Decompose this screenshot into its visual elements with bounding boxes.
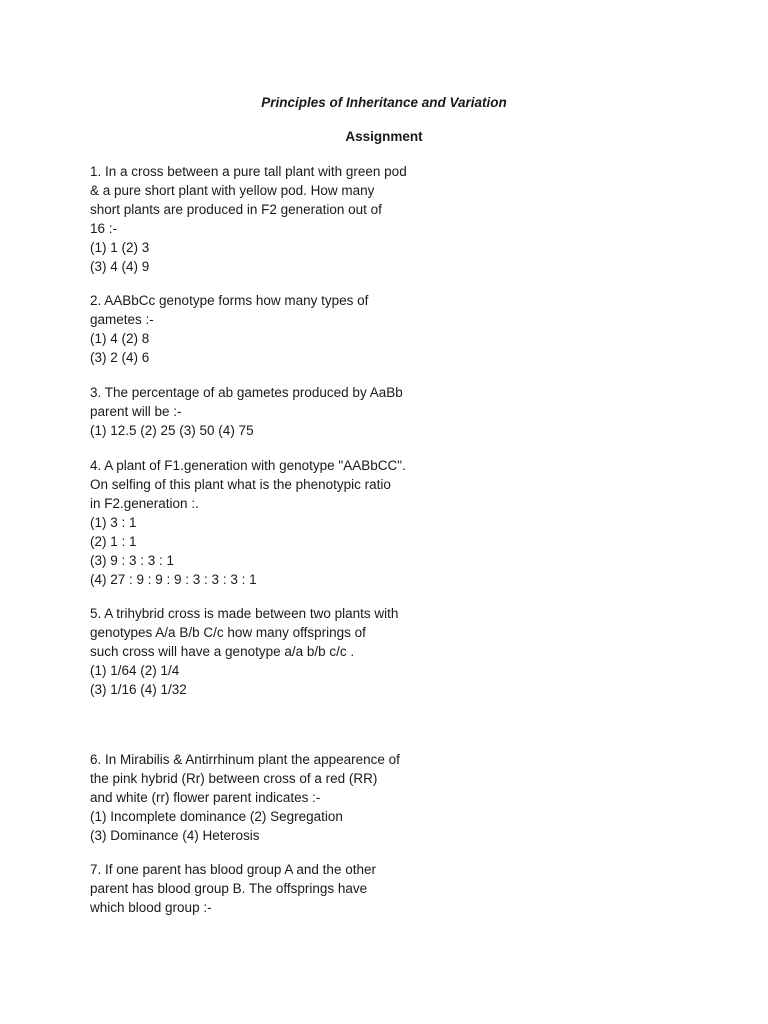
question-3-text-line: 3. The percentage of ab gametes produced by AaBb <box>90 385 403 400</box>
question-5-text-line: such cross will have a genotype a/a b/b c/c . <box>90 644 355 659</box>
question-1-text-line: short plants are produced in F2 generation out of <box>90 202 382 217</box>
question-5 <box>90 604 450 699</box>
question-4-options-line: (2) 1 : 1 <box>90 534 137 549</box>
question-1-text-line: & a pure short plant with yellow pod. How many <box>90 183 375 198</box>
question-6 <box>90 750 450 845</box>
question-1-text-line: 1. In a cross between a pure tall plant with green pod <box>90 164 407 179</box>
question-1-options-line: (3) 4 (4) 9 <box>90 259 150 274</box>
question-6-text-line: and white (rr) flower parent indicates :- <box>90 790 321 805</box>
question-2-options-line: (3) 2 (4) 6 <box>90 350 150 365</box>
question-4-options-line: (1) 3 : 1 <box>90 515 137 530</box>
question-4-text-line: 4. A plant of F1.generation with genotype "AABbCC". <box>90 458 406 473</box>
question-5-options-line: (1) 1/64 (2) 1/4 <box>90 663 180 678</box>
question-4-options-line: (4) 27 : 9 : 9 : 9 : 3 : 3 : 3 : 1 <box>90 572 257 587</box>
question-1-text-line: 16 :- <box>90 221 118 236</box>
question-7-text-line: which blood group :- <box>90 900 212 915</box>
question-6-options-line: (3) Dominance (4) Heterosis <box>90 828 260 843</box>
question-6-text-line: the pink hybrid (Rr) between cross of a red (RR) <box>90 771 378 786</box>
question-2-text-line: 2. AABbCc genotype forms how many types of <box>90 293 369 308</box>
question-4 <box>90 456 450 589</box>
question-5-text-line: genotypes A/a B/b C/c how many offsprings of <box>90 625 366 640</box>
question-7 <box>90 860 450 917</box>
question-3 <box>90 383 450 440</box>
question-1 <box>90 162 450 276</box>
document-subtitle: Assignment <box>345 129 423 144</box>
question-4-text-line: On selfing of this plant what is the phenotypic ratio <box>90 477 391 492</box>
question-6-options-line: (1) Incomplete dominance (2) Segregation <box>90 809 343 824</box>
question-1-options-line: (1) 1 (2) 3 <box>90 240 150 255</box>
question-4-options-line: (3) 9 : 3 : 3 : 1 <box>90 553 175 568</box>
question-5-text-line: 5. A trihybrid cross is made between two plants with <box>90 606 399 621</box>
question-4-text-line: in F2.generation :. <box>90 496 199 511</box>
document-title: Principles of Inheritance and Variation <box>261 95 507 110</box>
question-2-text-line: gametes :- <box>90 312 154 327</box>
question-6-text-line: 6. In Mirabilis & Antirrhinum plant the appearence of <box>90 752 400 767</box>
question-3-options-line: (1) 12.5 (2) 25 (3) 50 (4) 75 <box>90 423 254 438</box>
question-7-text-line: 7. If one parent has blood group A and the other <box>90 862 376 877</box>
question-7-text-line: parent has blood group B. The offsprings have <box>90 881 368 896</box>
question-5-options-line: (3) 1/16 (4) 1/32 <box>90 682 187 697</box>
question-2-options-line: (1) 4 (2) 8 <box>90 331 150 346</box>
question-3-text-line: parent will be :- <box>90 404 182 419</box>
question-2 <box>90 291 450 367</box>
